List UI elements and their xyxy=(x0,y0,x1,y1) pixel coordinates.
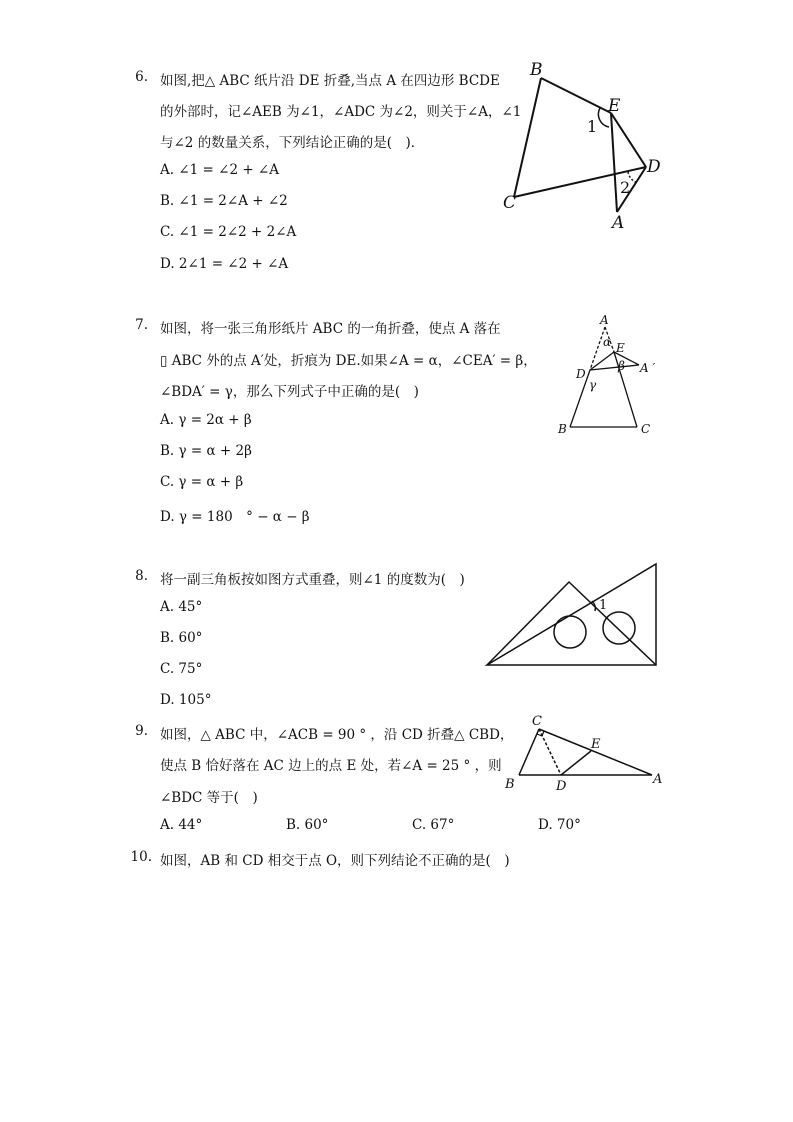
label-beta: β xyxy=(618,359,625,373)
question-number: 8. xyxy=(135,568,148,584)
question-text-line: 如图，AB 和 CD 相交于点 O，则下列结论不正确的是( ) xyxy=(160,853,510,869)
question-number: 6. xyxy=(135,69,148,85)
label-angle-1: 1 xyxy=(587,117,598,136)
question-text-line: ▯ ABC 外的点 A′处，折痕为 DE.如果∠A = α，∠CEA′ = β， xyxy=(160,353,537,369)
label-c: C xyxy=(641,422,651,436)
option-c[interactable]: C. ∠1 = 2∠2 + 2∠A xyxy=(160,224,297,240)
label-angle-2: 2 xyxy=(620,178,631,197)
label-gamma: γ xyxy=(589,378,597,392)
option-c[interactable]: C. 75° xyxy=(160,661,203,677)
question-text-line: 与∠2 的数量关系，下列结论正确的是( )． xyxy=(160,135,425,151)
option-a[interactable]: A. 45° xyxy=(160,599,203,615)
label-c: C xyxy=(532,714,542,729)
option-b[interactable]: B. 60° xyxy=(286,817,329,833)
question-text-line: 的外部时，记∠AEB 为∠1，∠ADC 为∠2，则关于∠A，∠1 xyxy=(160,104,522,120)
option-d[interactable]: D. 70° xyxy=(538,817,581,833)
option-b[interactable]: B. γ = α + 2β xyxy=(160,443,252,459)
question-number: 9. xyxy=(135,723,148,739)
question-text-line: 使点 B 恰好落在 AC 边上的点 E 处，若∠A = 25 ° ，则 xyxy=(160,758,502,774)
question-text-line: 如图，将一张三角形纸片 ABC 的一角折叠，使点 A 落在 xyxy=(160,321,501,337)
option-d[interactable]: D. 2∠1 = ∠2 + ∠A xyxy=(160,256,289,272)
question-text-line: 如图,把△ ABC 纸片沿 DE 折叠,当点 A 在四边形 BCDE xyxy=(160,73,500,89)
label-b: B xyxy=(505,777,515,792)
segment-ca xyxy=(539,729,652,775)
segment-de xyxy=(561,751,591,775)
question-number: 10. xyxy=(130,849,152,865)
option-a[interactable]: A. ∠1 = ∠2 + ∠A xyxy=(160,162,279,178)
label-d: D xyxy=(647,157,661,177)
label-alpha: α xyxy=(603,335,612,349)
question-text-line: 将一副三角板按如图方式重叠，则∠1 的度数为( ) xyxy=(160,572,465,588)
option-d[interactable]: D. γ = 180 ° − α − β xyxy=(160,509,310,525)
label-d: D xyxy=(556,779,567,794)
label-a: A xyxy=(600,313,609,327)
question-text-line: ∠BDC 等于( ) xyxy=(160,790,258,806)
label-d: D xyxy=(576,367,586,381)
label-a: A xyxy=(653,772,663,787)
segment-cb xyxy=(519,729,539,775)
question-number: 7. xyxy=(135,317,148,333)
label-angle-1: 1 xyxy=(599,598,608,613)
option-b[interactable]: B. 60° xyxy=(160,630,203,646)
option-d[interactable]: D. 105° xyxy=(160,692,212,708)
option-a[interactable]: A. 44° xyxy=(160,817,203,833)
label-e: E xyxy=(608,96,621,116)
label-a: A xyxy=(612,213,625,233)
label-e: E xyxy=(616,341,625,355)
question-text-line: 如图，△ ABC 中，∠ACB = 90 ° ，沿 CD 折叠△ CBD， xyxy=(160,727,514,743)
label-e: E xyxy=(591,737,601,752)
option-b[interactable]: B. ∠1 = 2∠A + ∠2 xyxy=(160,193,288,209)
option-a[interactable]: A. γ = 2α + β xyxy=(160,412,252,428)
label-c: C xyxy=(503,193,517,213)
option-c[interactable]: C. γ = α + β xyxy=(160,474,244,490)
label-b: B xyxy=(530,60,543,80)
label-b: B xyxy=(558,422,567,436)
option-c[interactable]: C. 67° xyxy=(412,817,455,833)
question-text-line: ∠BDA′ = γ，那么下列式子中正确的是( ) xyxy=(160,384,419,400)
label-a-prime: A ′ xyxy=(640,361,656,375)
